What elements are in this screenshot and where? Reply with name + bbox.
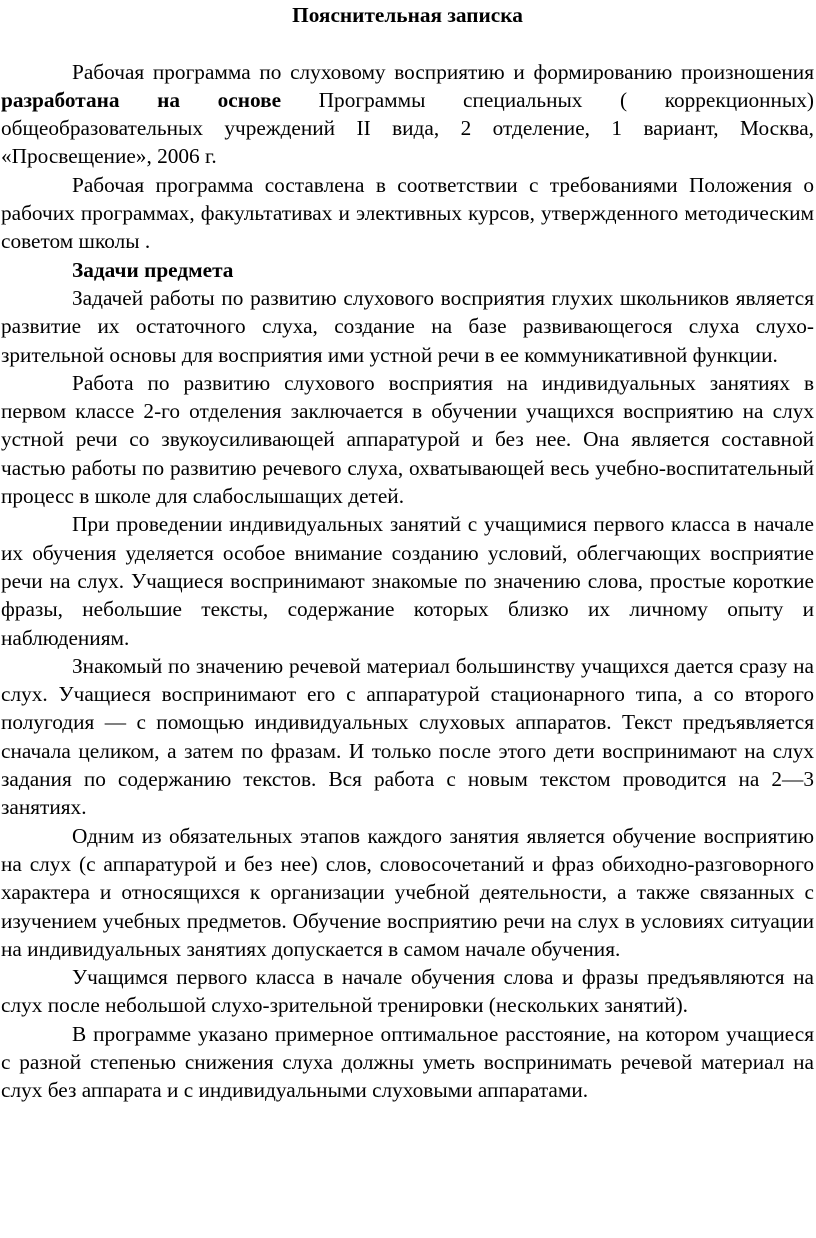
paragraph-program-basis-bold: разработана на основе	[1, 87, 282, 112]
paragraph-program-basis-end: Программы специальных ( коррекционных) общеобразовательных учреждений II вида, 2 отделение, 1 вариант, Москва, «Просвещение», 2006 г.	[1, 87, 814, 169]
paragraph-mandatory-stages: Одним из обязательных этапов каждого занятия является обучение восприятию на слух (с аппаратурой и без нее) слов, словосочетаний и фраз обиходно-разговорного характера и относящихся к организации учебной деятельности, а также связанных с изучением учебных предметов. Обучение восприятию речи на слух в условиях ситуации на индивидуальных занятиях допускается в самом начале обучения.	[1, 823, 814, 961]
document-title: Пояснительная записка	[292, 3, 523, 27]
paragraph-individual-work: Работа по развитию слухового восприятия на индивидуальных занятиях в первом классе 2-го отделения заключается в обучении учащихся восприятию на слух устной речи со звукоусиливающей аппаратурой и без нее. Она является составной частью работы по развитию речевого слуха, охватывающей весь учебно-воспитательный процесс в школе для слабослышащих детей.	[1, 370, 814, 509]
paragraph-program-basis-start: Рабочая программа по слуховому восприятию и формированию произношения	[72, 59, 814, 84]
section-heading-tasks: Задачи предмета	[72, 257, 234, 282]
paragraph-first-class-conditions: При проведении индивидуальных занятий с учащимися первого класса в начале их обучения уделяется особое внимание созданию условий, облегчающих восприятие речи на слух. Учащиеся воспринимают знакомые по значению слова, простые короткие фразы, небольшие тексты, содержание которых близко их личному опыту и наблюдениям.	[1, 512, 814, 650]
paragraph-optimal-distance: В программе указано примерное оптимальное расстояние, на котором учащиеся с разной степенью снижения слуха должны уметь воспринимать речевой материал на слух без аппарата и с индивидуальными слуховыми аппаратами.	[1, 1021, 814, 1103]
paragraph-program-compliance: Рабочая программа составлена в соответствии с требованиями Положения о рабочих программах, факультативах и элективных курсов, утвержденного методическим советом школы .	[1, 172, 814, 254]
paragraph-task-goal: Задачей работы по развитию слухового восприятия глухих школьников является развитие их остаточного слуха, создание на базе развивающегося слуха слухо-зрительной основы для восприятия ими устной речи в ее коммуникативной функции.	[1, 285, 814, 367]
blank-line	[1, 29, 814, 57]
paragraph-speech-material: Знакомый по значению речевой материал большинству учащихся дается сразу на слух. Учащиеся воспринимают его с аппаратурой стационарного типа, а со второго полугодия — с помощью индивидуальных слуховых аппаратов. Текст предъявляется сначала целиком, а затем по фразам. И только после этого дети воспринимают на слух задания по содержанию текстов. Вся работа с новым текстом проводится на 2—3 занятиях.	[1, 653, 814, 820]
paragraph-first-class-training: Учащимся первого класса в начале обучения слова и фразы предъявляются на слух после небольшой слухо-зрительной тренировки (нескольких занятий).	[1, 965, 814, 1018]
paragraph-program-basis	[1, 58, 814, 171]
